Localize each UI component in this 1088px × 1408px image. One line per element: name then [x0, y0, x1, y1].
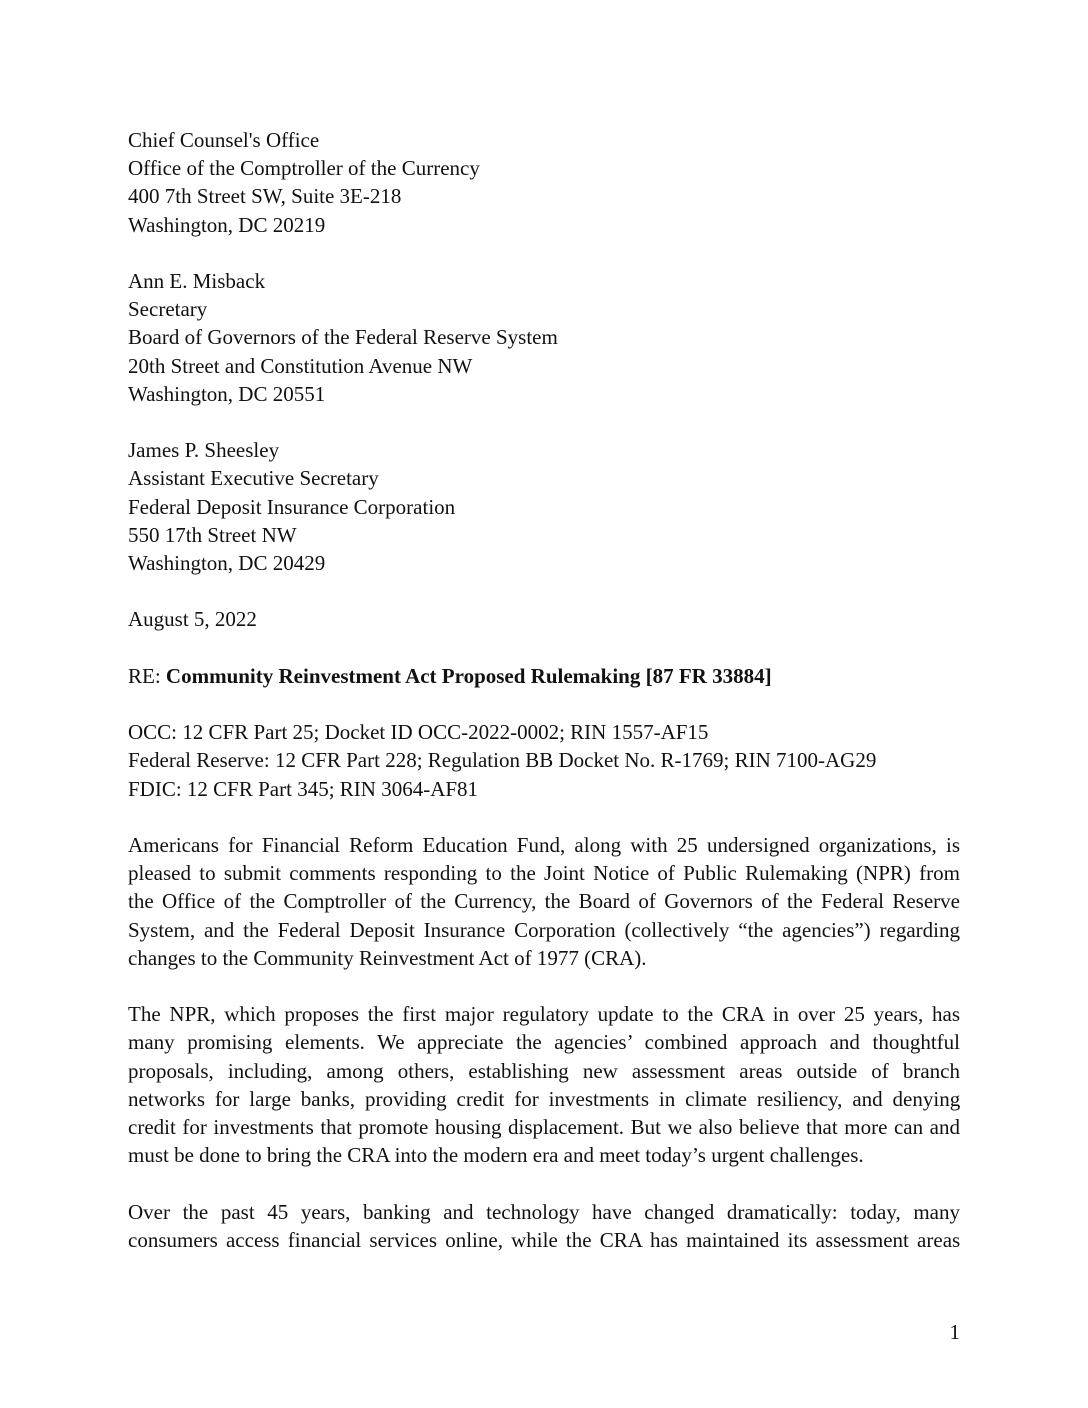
recipient-line: Federal Deposit Insurance Corporation — [128, 494, 456, 519]
recipient-line: Ann E. Misback — [128, 269, 266, 293]
paragraph-npr — [128, 1000, 960, 1169]
paragraph-line: many promising elements. We appreciate the agencies’ combined approach and thoughtful — [128, 1030, 960, 1055]
paragraph-line: System, and the Federal Deposit Insurance Corporation (collectively “the agencies”) regarding — [128, 917, 960, 942]
recipient-line: 550 17th Street NW — [128, 522, 297, 547]
paragraph-line: networks for large banks, providing credit for investments in climate resiliency, and denying — [128, 1086, 961, 1111]
recipient-line: Washington, DC 20429 — [128, 551, 326, 576]
docket-line: OCC: 12 CFR Part 25; Docket ID OCC-2022-0002; RIN 1557-AF15 — [128, 720, 709, 745]
subject-title: Community Reinvestment Act Proposed Rulemaking [87 FR 33884] — [165, 663, 772, 688]
recipient-line: Washington, DC 20551 — [128, 381, 326, 406]
recipient-occ — [128, 126, 960, 239]
paragraph-line: The NPR, which proposes the first major regulatory update to the CRA in over 25 years, has — [128, 1002, 960, 1027]
paragraph-line: must be done to bring the CRA into the modern era and meet today’s urgent challenges. — [128, 1143, 864, 1168]
paragraph-line: Over the past 45 years, banking and technology have changed dramatically: today, many — [128, 1199, 960, 1224]
paragraph-line: the Office of the Comptroller of the Currency, the Board of Governors of the Federal Reserve — [128, 889, 960, 914]
recipient-line: Chief Counsel's Office — [128, 128, 320, 152]
letter-date — [128, 605, 960, 633]
recipient-line: James P. Sheesley — [128, 438, 280, 463]
paragraph-line: credit for investments that promote housing displacement. But we also believe that more can and — [128, 1115, 960, 1139]
paragraph-line: proposals, including, among others, establishing new assessment areas outside of branch — [128, 1058, 960, 1083]
recipient-line: Board of Governors of the Federal Reserve System — [128, 325, 558, 350]
recipient-line: Office of the Comptroller of the Currency — [128, 156, 480, 181]
date-text: August 5, 2022 — [128, 607, 257, 632]
paragraph-line: changes to the Community Reinvestment Act of 1977 (CRA). — [128, 945, 647, 970]
recipient-line: Washington, DC 20219 — [128, 212, 326, 237]
recipient-line: 20th Street and Constitution Avenue NW — [128, 353, 473, 378]
docket-line: FDIC: 12 CFR Part 345; RIN 3064-AF81 — [128, 776, 479, 801]
docket-line: Federal Reserve: 12 CFR Part 228; Regulation BB Docket No. R-1769; RIN 7100-AG29 — [128, 748, 877, 773]
paragraph-line: consumers access financial services online, while the CRA has maintained its assessment areas — [128, 1227, 961, 1252]
recipient-fdic — [128, 436, 960, 577]
recipient-line: 400 7th Street SW, Suite 3E-218 — [128, 184, 402, 209]
recipient-line: Assistant Executive Secretary — [128, 466, 379, 491]
paragraph-intro — [128, 831, 960, 972]
recipient-line: Secretary — [128, 297, 208, 322]
letter-body — [128, 126, 960, 1254]
paragraph-history — [128, 1198, 960, 1254]
subject-prefix: RE: — [128, 663, 166, 688]
paragraph-line: Americans for Financial Reform Education Fund, along with 25 undersigned organizations, is — [128, 832, 960, 857]
recipient-frb — [128, 267, 960, 408]
subject-line — [128, 662, 960, 690]
docket-list — [128, 718, 960, 803]
page-number: 1 — [949, 1320, 960, 1344]
paragraph-line: pleased to submit comments responding to the Joint Notice of Public Rulemaking (NPR) from — [128, 861, 960, 886]
